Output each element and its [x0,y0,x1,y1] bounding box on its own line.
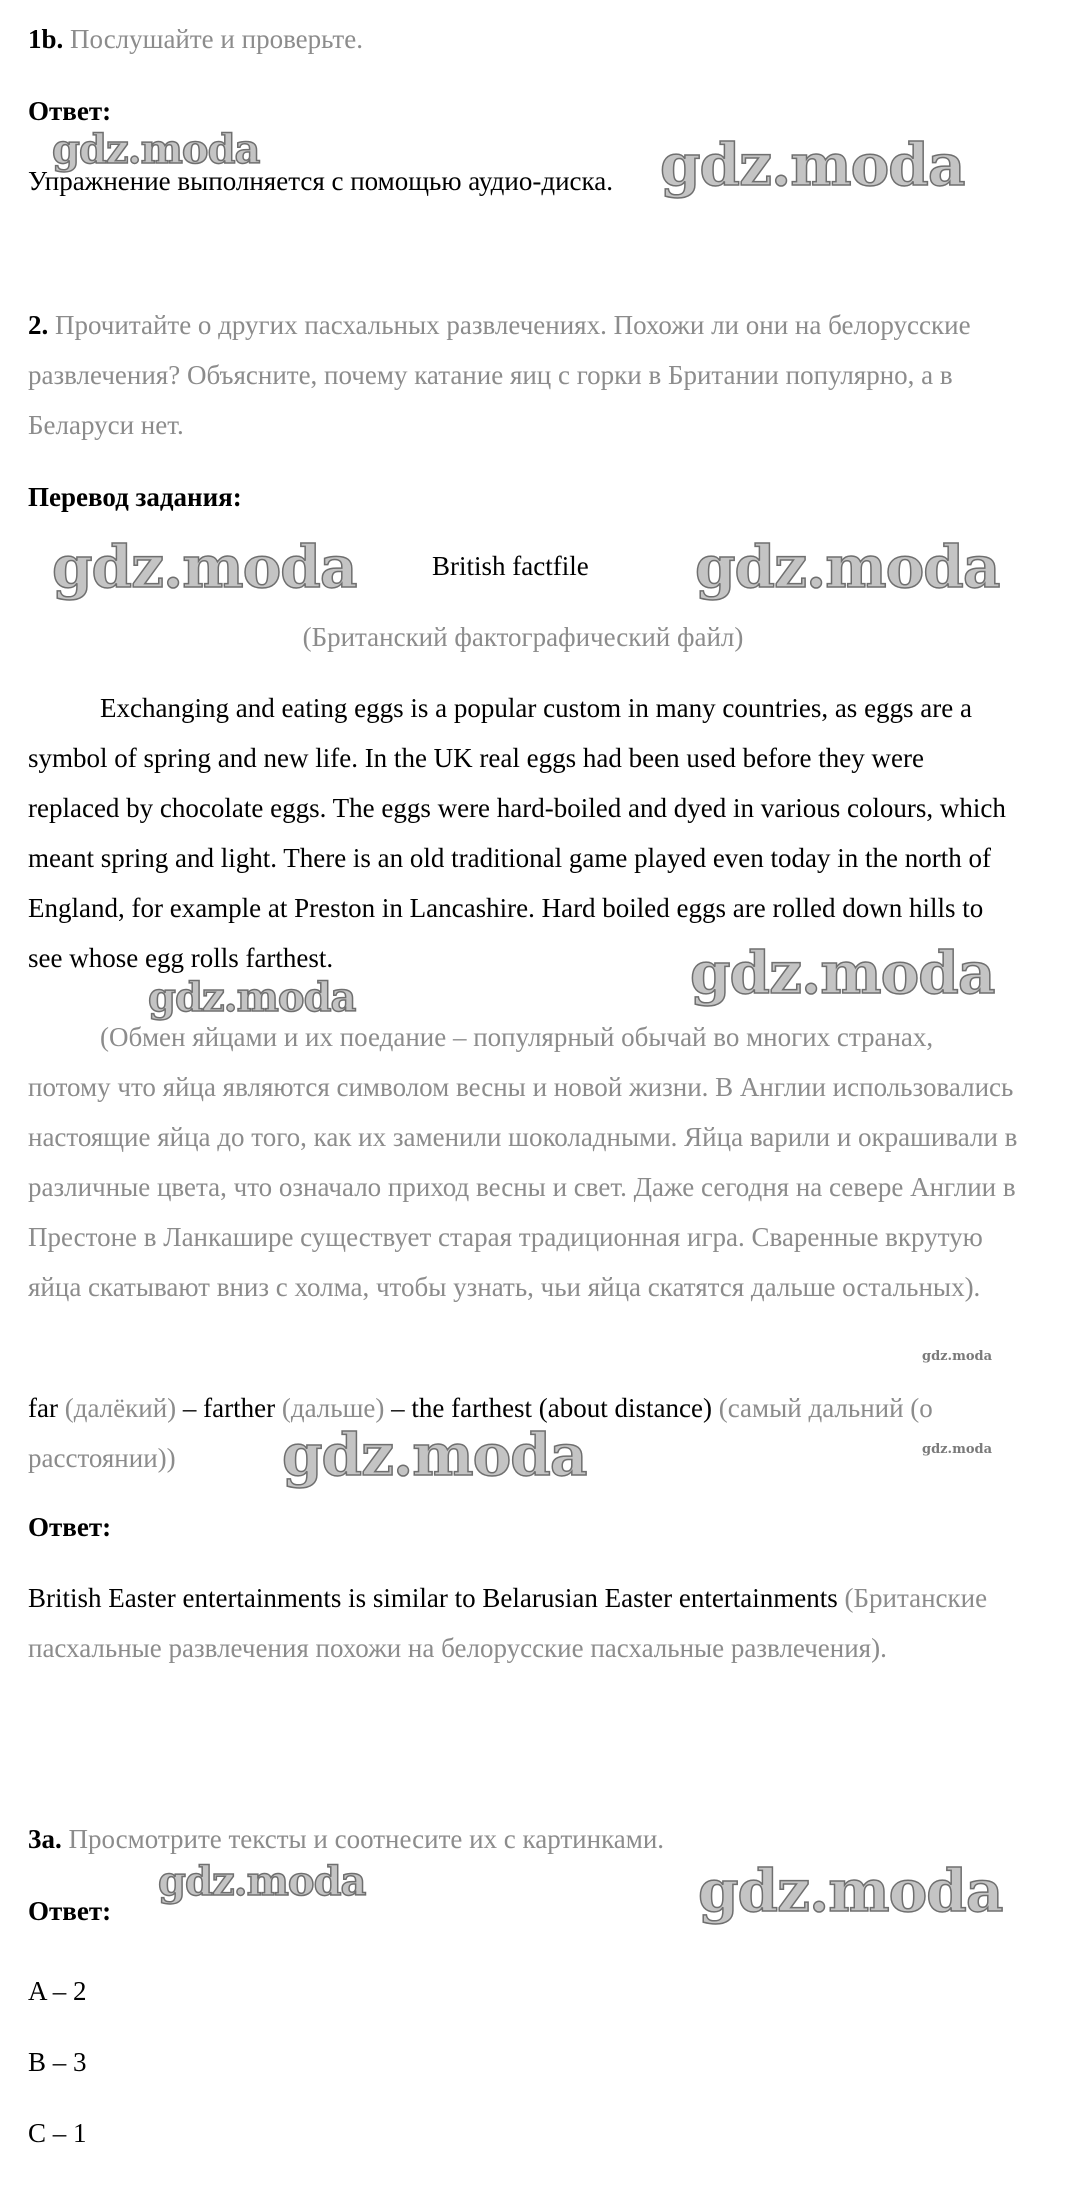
vocab-word-farthest: the farthest (about distance) [411,1393,712,1423]
watermark-logo: gdz.moda [148,974,356,1021]
factfile-title-translation: (Британский фактографический файл) [302,622,744,652]
vocab-word-far-translation: (далёкий) [64,1393,177,1423]
watermark-logo: gdz.moda [922,1349,993,1364]
watermark-logo: gdz.moda [158,1858,366,1905]
task-2-answer-heading: Ответ: [28,1512,112,1542]
task-3a-instruction: Просмотрите тексты и соотнесите их с картинками. [68,1824,665,1854]
watermark-logo: gdz.moda [52,533,357,601]
task-1b-header [28,14,1018,64]
task-3a-answer-c: C – 1 [28,2118,87,2148]
task-2-header [28,300,1018,450]
task-2-answer [28,1573,1018,1673]
watermark-logo: gdz.moda [690,939,995,1007]
watermark-logo: gdz.moda [52,126,260,173]
factfile-paragraph-en: Exchanging and eating eggs is a popular custom in many countries, as eggs are a symbol of spring and new life. In the UK real eggs had been used before they were replaced by chocolate eggs. The eggs were hard-boiled and dyed in various colours, which meant spring and light. There is an old traditional game played even today in the north of England, for example at Preston in Lancashire. Hard boiled eggs are rolled down hills to see whose egg rolls farthest. [28,693,1006,973]
factfile-paragraph-ru: (Обмен яйцами и их поедание – популярный обычай во многих странах, потому что яйца являются символом весны и новой жизни. В Англии использовались настоящие яйца до того, как их заменили шоколадными. Яйца варили и окрашивали в различные цвета, что означало приход весны и свет. Даже сегодня на севере Англии в Престоне в Ланкашире существует старая традиционная игра. Сваренные вкрутую яйца скатывают вниз с холма, чтобы узнать, чьи яйца скатятся дальше остальных). [28,1022,1018,1302]
vocab-word-far: far [28,1393,58,1423]
factfile-title: British factfile [432,551,589,581]
task-3a-answer-a: A – 2 [28,1976,87,2006]
vocab-word-farthest-translation: (самый дальний (о расстоянии)) [28,1393,933,1473]
task-2-answer-ru: (Британские пасхальные развлечения похожи на белорусские пасхальные развлечения). [28,1583,988,1663]
task-1b-label: 1b. [28,24,64,54]
task-2-translation-heading: Перевод задания: [28,482,242,512]
task-2-instruction: Прочитайте о других пасхальных развлечениях. Похожи ли они на белорусские развлечения? Объясните, почему катание яиц с горки в Британии популярно, а в Беларуси нет. [28,310,971,440]
task-2-label: 2. [28,310,49,340]
vocab-word-farther-translation: (дальше) [281,1393,385,1423]
watermark-logo: gdz.moda [695,533,1000,601]
task-3a-answer-heading: Ответ: [28,1896,112,1926]
watermark-logo: gdz.moda [698,1857,1003,1925]
vocab-separator-1: – [182,1393,197,1423]
watermark-logo: gdz.moda [282,1421,587,1489]
vocab-separator-2: – [391,1393,405,1423]
watermark-logo: gdz.moda [922,1442,993,1457]
vocab-line [28,1383,1018,1489]
vocab-word-farther: farther [203,1393,276,1423]
task-1b-answer-text: Упражнение выполняется с помощью аудио-диска. [28,166,613,196]
watermark-logo: gdz.moda [660,131,965,199]
task-3a-label: 3a. [28,1824,62,1854]
task-1b-instruction: Послушайте и проверьте. [70,24,363,54]
task-2-answer-en: British Easter entertainments is similar to Belarusian Easter entertainments [28,1583,838,1613]
task-3a-answer-b: B – 3 [28,2047,87,2077]
task-3a-header [28,1814,1018,1864]
task-1b-answer-heading: Ответ: [28,96,112,126]
